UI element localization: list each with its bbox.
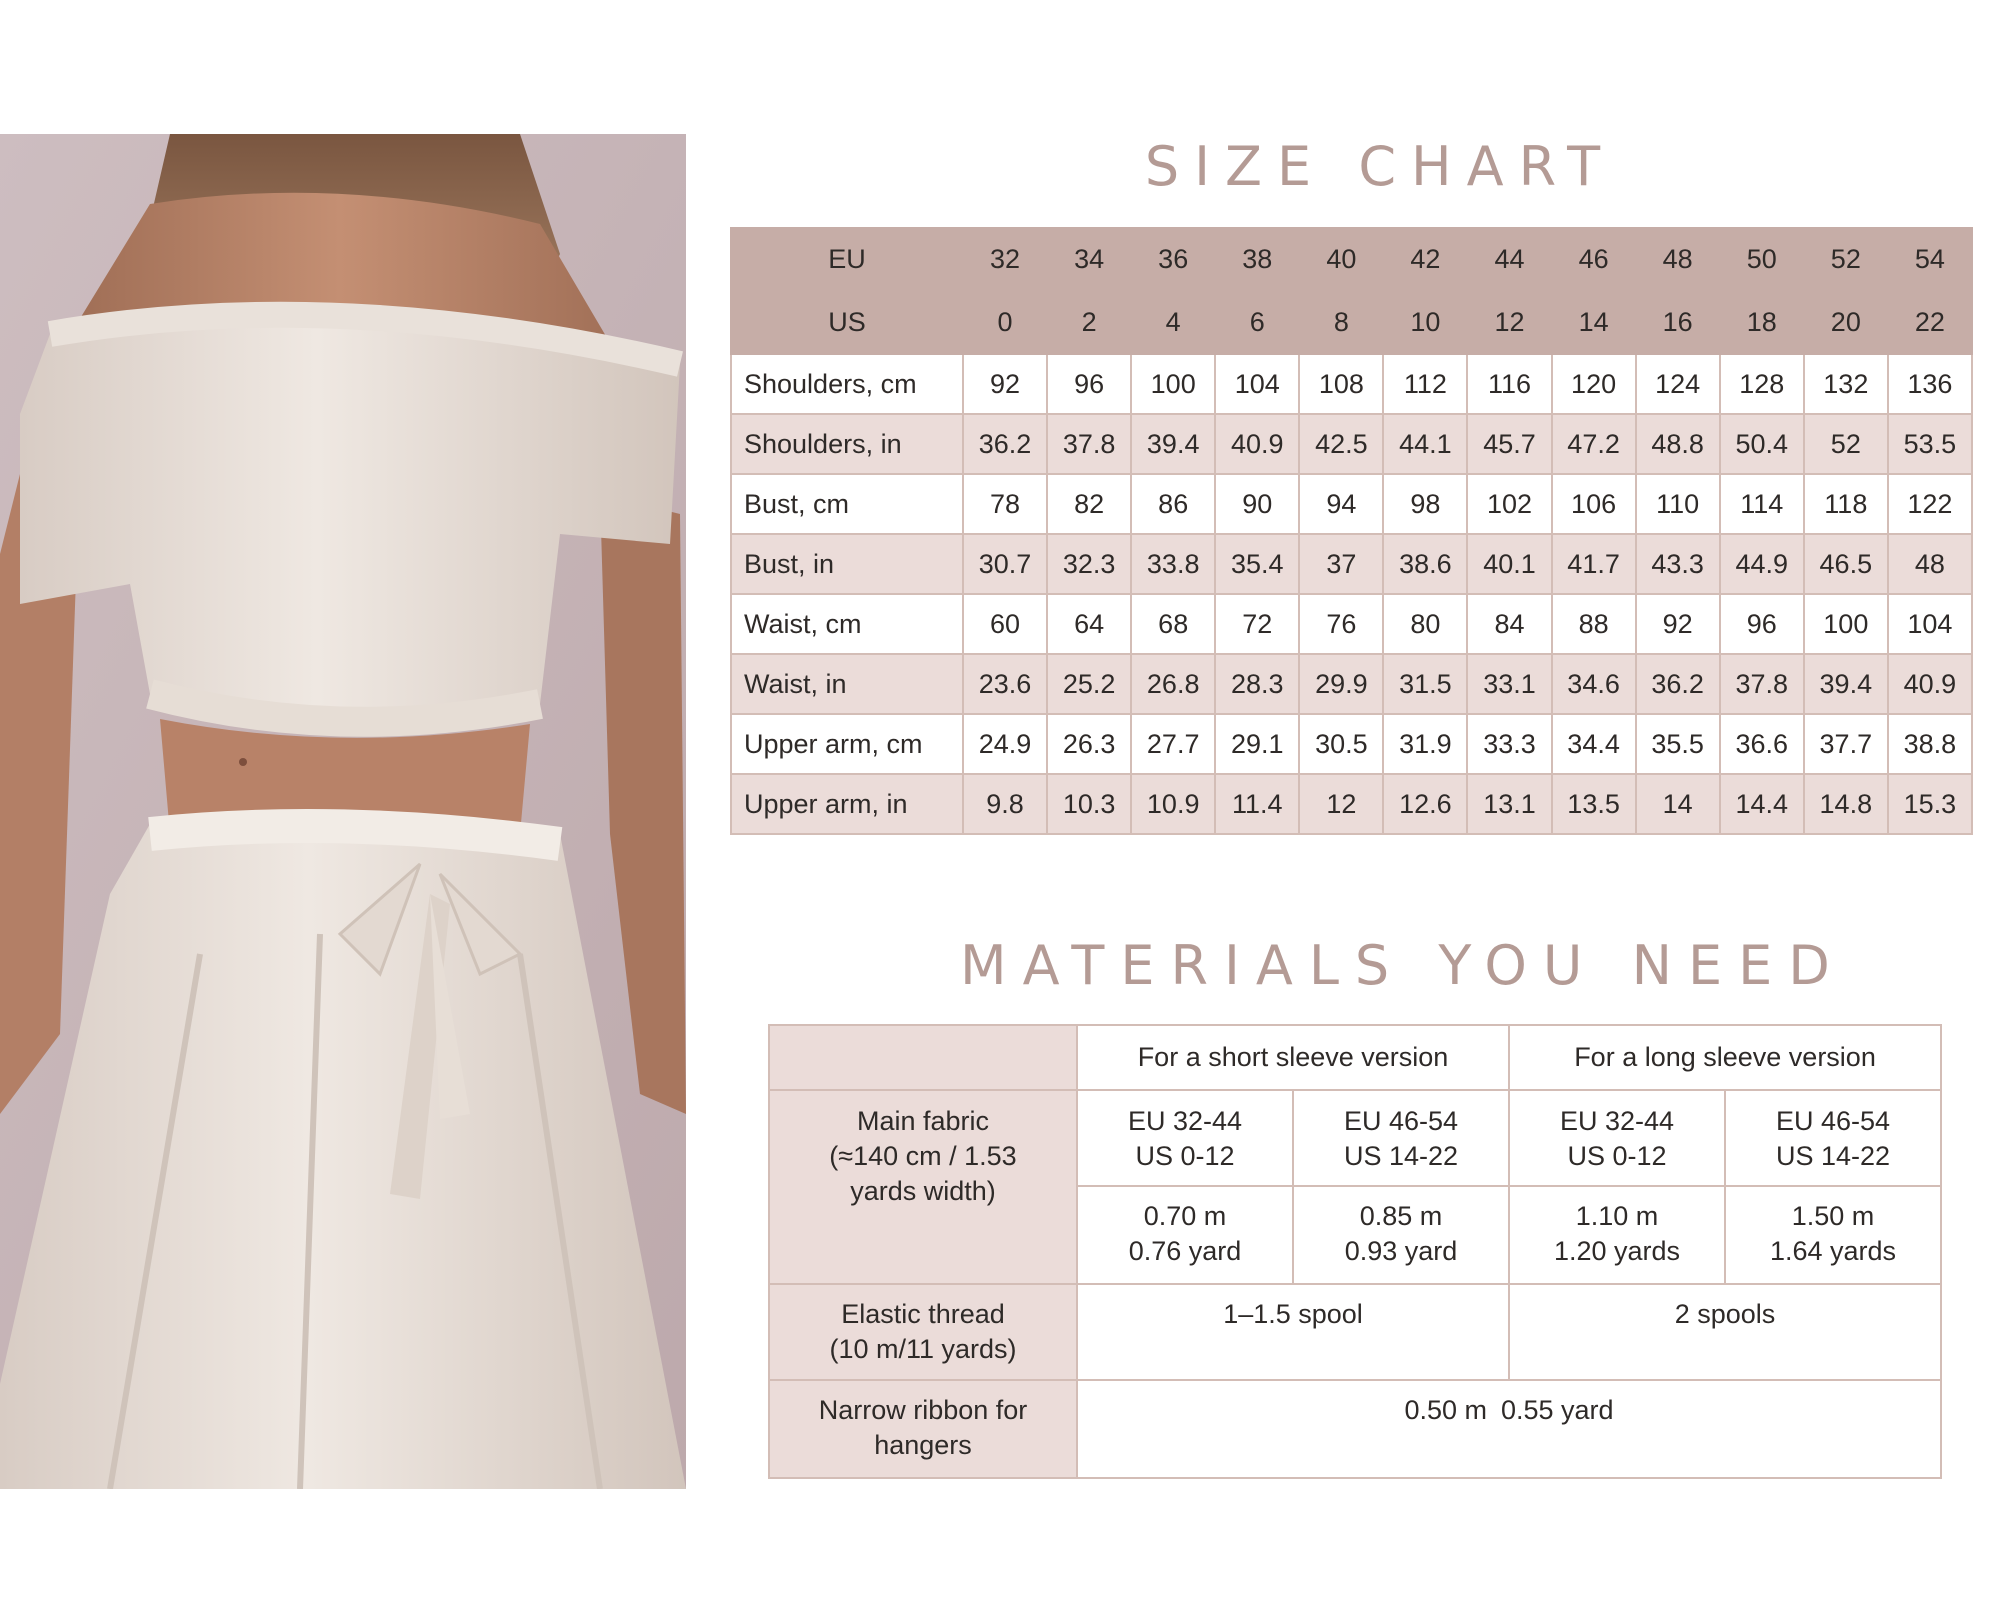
measurement-label: Shoulders, cm: [731, 354, 963, 414]
size-group-eu: EU 46-54: [1775, 1106, 1891, 1136]
fabric-meters: 0.70 m: [1143, 1201, 1227, 1231]
measurement-value: 116: [1467, 354, 1551, 414]
eu-size: 44: [1467, 228, 1551, 291]
measurement-value: 112: [1383, 354, 1467, 414]
measurement-value: 29.9: [1299, 654, 1383, 714]
eu-size: 52: [1804, 228, 1888, 291]
measurement-value: 114: [1720, 474, 1804, 534]
measurement-value: 124: [1636, 354, 1720, 414]
measurement-value: 72: [1215, 594, 1299, 654]
measurement-value: 33.1: [1467, 654, 1551, 714]
measurement-value: 23.6: [963, 654, 1047, 714]
us-size: 10: [1383, 291, 1467, 354]
materials-table: [768, 1024, 1942, 1479]
us-size: 8: [1299, 291, 1383, 354]
ribbon-label: [769, 1380, 1077, 1478]
measurement-value: 47.2: [1552, 414, 1636, 474]
measurement-label: Upper arm, cm: [731, 714, 963, 774]
size-group-cell: [1293, 1090, 1509, 1186]
elastic-long-amount: 2 spools: [1509, 1284, 1941, 1380]
measurement-value: 68: [1131, 594, 1215, 654]
measurement-value: 33.8: [1131, 534, 1215, 594]
measurement-value: 28.3: [1215, 654, 1299, 714]
measurement-row: [731, 534, 1972, 594]
measurement-label: Waist, in: [731, 654, 963, 714]
measurement-value: 42.5: [1299, 414, 1383, 474]
measurement-value: 41.7: [1552, 534, 1636, 594]
fabric-meters: 0.85 m: [1359, 1201, 1443, 1231]
us-size: 0: [963, 291, 1047, 354]
measurement-value: 34.4: [1552, 714, 1636, 774]
elastic-thread-label: [769, 1284, 1077, 1380]
eu-size: 50: [1720, 228, 1804, 291]
measurement-value: 48: [1888, 534, 1972, 594]
measurement-value: 26.3: [1047, 714, 1131, 774]
measurement-value: 76: [1299, 594, 1383, 654]
materials-title: MATERIALS YOU NEED: [960, 934, 1846, 997]
measurement-value: 10.9: [1131, 774, 1215, 834]
us-size: 2: [1047, 291, 1131, 354]
measurement-value: 120: [1552, 354, 1636, 414]
measurement-value: 30.5: [1299, 714, 1383, 774]
measurement-row: [731, 474, 1972, 534]
measurement-value: 37.7: [1804, 714, 1888, 774]
fabric-amount-cell: [1077, 1186, 1293, 1284]
eu-size: 32: [963, 228, 1047, 291]
measurement-value: 110: [1636, 474, 1720, 534]
measurement-value: 44.1: [1383, 414, 1467, 474]
elastic-short-amount: 1–1.5 spool: [1077, 1284, 1509, 1380]
measurement-value: 48.8: [1636, 414, 1720, 474]
measurement-value: 12: [1299, 774, 1383, 834]
measurement-value: 128: [1720, 354, 1804, 414]
product-photo: [0, 134, 686, 1489]
us-size: 12: [1467, 291, 1551, 354]
measurement-value: 104: [1888, 594, 1972, 654]
measurement-value: 96: [1720, 594, 1804, 654]
measurement-value: 40.9: [1888, 654, 1972, 714]
measurement-value: 13.1: [1467, 774, 1551, 834]
measurement-value: 31.5: [1383, 654, 1467, 714]
measurement-value: 34.6: [1552, 654, 1636, 714]
measurement-value: 88: [1552, 594, 1636, 654]
measurement-value: 33.3: [1467, 714, 1551, 774]
measurement-value: 14.8: [1804, 774, 1888, 834]
measurement-value: 13.5: [1552, 774, 1636, 834]
us-size: 18: [1720, 291, 1804, 354]
measurement-value: 45.7: [1467, 414, 1551, 474]
measurement-value: 38.6: [1383, 534, 1467, 594]
measurement-label: Bust, cm: [731, 474, 963, 534]
size-group-eu: EU 46-54: [1343, 1106, 1459, 1136]
eu-size: 34: [1047, 228, 1131, 291]
measurement-row: [731, 354, 1972, 414]
main-fabric-label: [769, 1090, 1077, 1284]
measurement-value: 80: [1383, 594, 1467, 654]
measurement-value: 36.2: [1636, 654, 1720, 714]
fabric-amount-cell: [1509, 1186, 1725, 1284]
ribbon-yards: 0.55 yard: [1500, 1395, 1614, 1425]
fabric-yards: 1.20 yards: [1553, 1236, 1681, 1266]
fabric-meters: 1.50 m: [1791, 1201, 1875, 1231]
measurement-value: 90: [1215, 474, 1299, 534]
size-group-us: US 0-12: [1567, 1141, 1667, 1171]
size-group-cell: [1077, 1090, 1293, 1186]
measurement-value: 86: [1131, 474, 1215, 534]
measurement-value: 32.3: [1047, 534, 1131, 594]
size-group-us: US 14-22: [1775, 1141, 1891, 1171]
main-fabric-line: Main fabric: [856, 1106, 990, 1136]
measurement-value: 37.8: [1047, 414, 1131, 474]
measurement-value: 92: [963, 354, 1047, 414]
size-group-cell: [1725, 1090, 1941, 1186]
measurement-label: Waist, cm: [731, 594, 963, 654]
elastic-thread-row: [769, 1284, 1941, 1380]
us-size: 16: [1636, 291, 1720, 354]
measurement-value: 100: [1804, 594, 1888, 654]
measurement-value: 108: [1299, 354, 1383, 414]
size-group-eu: EU 32-44: [1127, 1106, 1243, 1136]
short-sleeve-header: For a short sleeve version: [1077, 1025, 1509, 1090]
measurement-value: 35.4: [1215, 534, 1299, 594]
measurement-row: [731, 714, 1972, 774]
measurement-value: 26.8: [1131, 654, 1215, 714]
eu-size: 54: [1888, 228, 1972, 291]
fabric-meters: 1.10 m: [1575, 1201, 1659, 1231]
measurement-value: 27.7: [1131, 714, 1215, 774]
measurement-value: 106: [1552, 474, 1636, 534]
measurement-row: [731, 774, 1972, 834]
ribbon-amount: [1077, 1380, 1941, 1478]
ribbon-row: [769, 1380, 1941, 1478]
measurement-value: 38.8: [1888, 714, 1972, 774]
size-group-eu: EU 32-44: [1559, 1106, 1675, 1136]
us-size: 22: [1888, 291, 1972, 354]
measurement-value: 35.5: [1636, 714, 1720, 774]
measurement-value: 102: [1467, 474, 1551, 534]
fabric-yards: 0.93 yard: [1344, 1236, 1458, 1266]
measurement-label: Upper arm, in: [731, 774, 963, 834]
measurement-value: 94: [1299, 474, 1383, 534]
measurement-value: 44.9: [1720, 534, 1804, 594]
measurement-value: 10.3: [1047, 774, 1131, 834]
us-label: US: [731, 291, 963, 354]
measurement-value: 78: [963, 474, 1047, 534]
main-fabric-line: (≈140 cm / 1.53: [829, 1141, 1017, 1171]
fabric-amount-cell: [1725, 1186, 1941, 1284]
measurement-value: 11.4: [1215, 774, 1299, 834]
measurement-value: 50.4: [1720, 414, 1804, 474]
us-size-row: [731, 291, 1972, 354]
measurement-label: Shoulders, in: [731, 414, 963, 474]
size-group-cell: [1509, 1090, 1725, 1186]
size-chart: [730, 227, 1973, 835]
fabric-amount-cell: [1293, 1186, 1509, 1284]
us-size: 4: [1131, 291, 1215, 354]
measurement-value: 98: [1383, 474, 1467, 534]
measurement-value: 39.4: [1804, 654, 1888, 714]
measurement-label: Bust, in: [731, 534, 963, 594]
size-group-us: US 0-12: [1135, 1141, 1235, 1171]
measurement-value: 52: [1804, 414, 1888, 474]
eu-size: 40: [1299, 228, 1383, 291]
elastic-label-line: (10 m/11 yards): [829, 1334, 1017, 1364]
corner-cell: [769, 1025, 1077, 1090]
measurement-value: 82: [1047, 474, 1131, 534]
main-fabric-line: yards width): [850, 1176, 996, 1206]
measurement-value: 14: [1636, 774, 1720, 834]
measurement-value: 64: [1047, 594, 1131, 654]
version-header-row: [769, 1025, 1941, 1090]
measurement-value: 25.2: [1047, 654, 1131, 714]
measurement-value: 136: [1888, 354, 1972, 414]
measurement-value: 122: [1888, 474, 1972, 534]
eu-size: 42: [1383, 228, 1467, 291]
size-group-us: US 14-22: [1343, 1141, 1459, 1171]
size-chart-table: [730, 227, 1973, 835]
long-sleeve-header: For a long sleeve version: [1509, 1025, 1941, 1090]
us-size: 20: [1804, 291, 1888, 354]
eu-size: 48: [1636, 228, 1720, 291]
measurement-value: 60: [963, 594, 1047, 654]
us-size: 14: [1552, 291, 1636, 354]
measurement-value: 31.9: [1383, 714, 1467, 774]
measurement-value: 24.9: [963, 714, 1047, 774]
elastic-label-line: Elastic thread: [841, 1299, 1005, 1329]
measurement-value: 9.8: [963, 774, 1047, 834]
eu-size: 38: [1215, 228, 1299, 291]
measurement-value: 12.6: [1383, 774, 1467, 834]
measurement-value: 104: [1215, 354, 1299, 414]
measurement-value: 96: [1047, 354, 1131, 414]
measurement-value: 100: [1131, 354, 1215, 414]
ribbon-label-line: Narrow ribbon for: [818, 1395, 1028, 1425]
materials-section: [768, 1024, 1940, 1479]
ribbon-meters: 0.50 m: [1404, 1395, 1487, 1425]
measurement-value: 37: [1299, 534, 1383, 594]
measurement-value: 14.4: [1720, 774, 1804, 834]
measurement-value: 84: [1467, 594, 1551, 654]
measurement-value: 46.5: [1804, 534, 1888, 594]
fabric-yards: 1.64 yards: [1769, 1236, 1897, 1266]
measurement-row: [731, 654, 1972, 714]
measurement-value: 40.9: [1215, 414, 1299, 474]
ribbon-label-line: hangers: [874, 1430, 972, 1460]
measurement-value: 15.3: [1888, 774, 1972, 834]
measurement-value: 118: [1804, 474, 1888, 534]
measurement-value: 43.3: [1636, 534, 1720, 594]
us-size: 6: [1215, 291, 1299, 354]
measurement-value: 39.4: [1131, 414, 1215, 474]
measurement-row: [731, 594, 1972, 654]
measurement-value: 30.7: [963, 534, 1047, 594]
size-chart-title: SIZE CHART: [1144, 135, 1616, 198]
measurement-value: 37.8: [1720, 654, 1804, 714]
eu-size: 46: [1552, 228, 1636, 291]
eu-label: EU: [731, 228, 963, 291]
measurement-value: 29.1: [1215, 714, 1299, 774]
fabric-yards: 0.76 yard: [1128, 1236, 1242, 1266]
eu-size: 36: [1131, 228, 1215, 291]
measurement-value: 36.2: [963, 414, 1047, 474]
measurement-value: 132: [1804, 354, 1888, 414]
measurement-value: 92: [1636, 594, 1720, 654]
measurement-value: 36.6: [1720, 714, 1804, 774]
measurement-row: [731, 414, 1972, 474]
measurement-value: 40.1: [1467, 534, 1551, 594]
size-group-row: [769, 1090, 1941, 1186]
eu-size-row: [731, 228, 1972, 291]
measurement-value: 53.5: [1888, 414, 1972, 474]
